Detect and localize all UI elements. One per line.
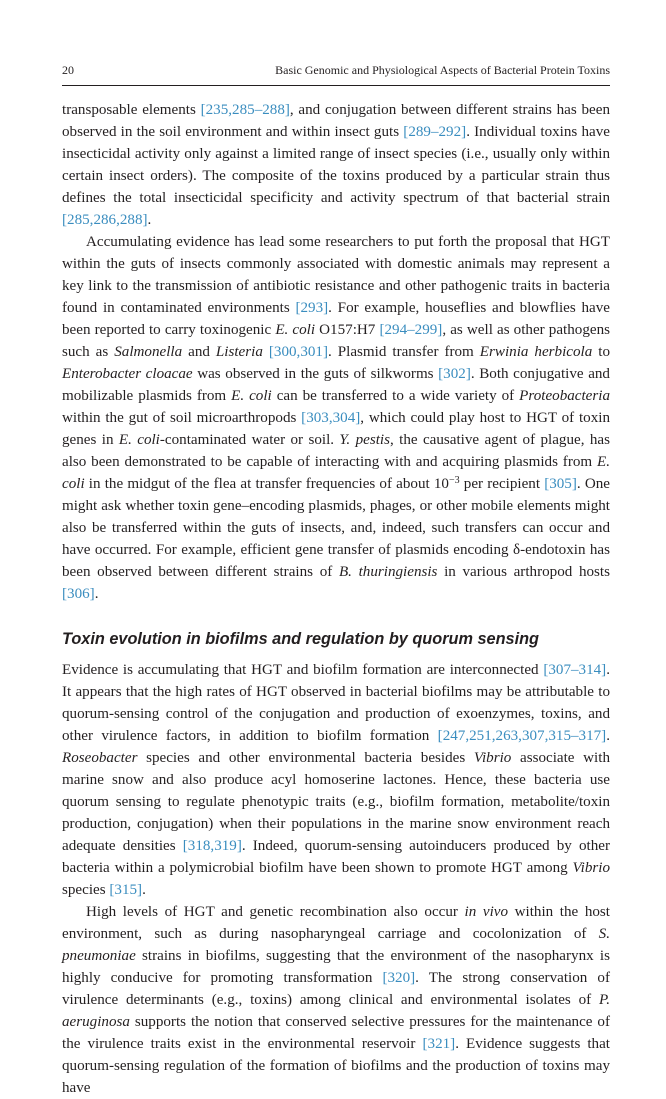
text: High levels of HGT and genetic recombination also occur — [86, 904, 465, 920]
running-title: Basic Genomic and Physiological Aspects of Bacterial Protein Toxins — [275, 63, 610, 77]
running-header — [62, 61, 610, 79]
citation-link[interactable]: [285,286,288] — [62, 212, 148, 228]
italic-term: Erwinia herbicola — [479, 344, 593, 360]
italic-term: Salmonella — [114, 344, 183, 360]
section-heading: Toxin evolution in biofilms and regulation by quorum sensing — [62, 630, 539, 648]
citation-link[interactable]: [305] — [544, 476, 577, 492]
citation-link[interactable]: [315] — [109, 882, 143, 898]
italic-term: Vibrio — [473, 750, 512, 766]
header-rule — [62, 85, 610, 86]
text: . Both conjugative and mobilizable plasmids from — [62, 366, 610, 404]
italic-term: Y. pestis — [339, 432, 390, 448]
paragraph-3 — [62, 659, 610, 901]
text: associate with marine snow and also produce acyl homoserine lactones. Hence, these bacteria use quorum sensing to regulate phenotypic traits (e.g., biofilm formation, metabolite/toxin production, conjugation) when their populations in the marine snow environment reach adequate densities — [62, 750, 610, 854]
text: supports the notion that conserved selective pressures for the maintenance of the virulence traits exist in the environmental reservoir — [62, 1014, 610, 1052]
text: , as well as other pathogens such as — [62, 322, 610, 360]
text: . One might ask whether toxin gene–encoding plasmids, phages, or other mobile elements might also be transferred within the guts of insects, and, indeed, such transfers can occur and have occurred. For example, efficient gene transfer of plasmids encoding δ-endotoxin has been observed between different strains of — [62, 476, 610, 580]
text: Accumulating evidence has lead some researchers to put forth the proposal that HGT within the guts of insects commonly associated with domestic animals may represent a key link to the transmission of antibiotic resistance and other pathogenic traits in bacteria found in contaminated environments — [62, 234, 610, 316]
body-text — [62, 99, 610, 1099]
italic-term: Vibrio — [572, 860, 610, 876]
text: species — [62, 882, 110, 898]
citation-link[interactable]: [320] — [382, 970, 416, 986]
text: , the causative agent of plague, has also been demonstrated to be capable of interacting with and acquiring plasmids from — [62, 432, 610, 470]
text: within the gut of soil microarthropods — [62, 410, 302, 426]
text: O157:H7 — [315, 322, 380, 338]
text: and — [182, 344, 216, 360]
text: was observed in the guts of silkworms — [192, 366, 439, 382]
italic-term: Proteobacteria — [519, 388, 610, 404]
citation-link[interactable]: [247,251,263,307,315–317] — [437, 728, 607, 744]
citation-link[interactable]: [321] — [422, 1036, 456, 1052]
text: per recipient — [459, 476, 545, 492]
text: to — [592, 344, 611, 360]
text: . Individual toxins have insecticidal activity only against a limited range of insect species (i.e., usually only within certain insect orders). The composite of the toxins produced by a particular strain thus defines the total insecticidal specificity and activity spectrum of that bacterial strain — [62, 124, 610, 206]
text: . For example, houseflies and blowflies have been reported to carry toxinogenic — [62, 300, 610, 338]
text: can be transferred to a wide variety of — [271, 388, 520, 404]
italic-term: in vivo — [464, 904, 509, 920]
citation-link[interactable]: [306] — [62, 586, 95, 602]
page-number: 20 — [62, 63, 74, 77]
text: . Evidence suggests that quorum-sensing regulation of the formation of biofilms and the production of toxins may have — [62, 1036, 610, 1096]
text: Evidence is accumulating that HGT and biofilm formation are interconnected — [62, 662, 544, 678]
text: . — [147, 212, 152, 228]
citation-link[interactable]: [318,319] — [182, 838, 242, 854]
text: . — [606, 728, 610, 744]
italic-term: Enterobacter cloacae — [62, 366, 193, 382]
text: in the midgut of the flea at transfer frequencies of about 10 — [84, 476, 449, 492]
citation-link[interactable]: [289–292] — [403, 124, 467, 140]
text: within the host environment, such as during nasopharyngeal carriage and cocolonization of — [62, 904, 610, 942]
italic-term: Roseobacter — [62, 750, 138, 766]
text: species and other environmental bacteria besides — [137, 750, 474, 766]
text: . Plasmid transfer from — [328, 344, 480, 360]
italic-term: Listeria — [215, 344, 263, 360]
text: in various arthropod hosts — [437, 564, 610, 580]
text: , which could play host to HGT of toxin genes in — [62, 410, 610, 448]
italic-term: P. aeruginosa — [62, 992, 610, 1030]
text: . Indeed, quorum-sensing autoinducers produced by other bacteria within a polymicrobial biofilm have been shown to promote HGT among — [62, 838, 610, 876]
text: . The strong conservation of virulence determinants (e.g., toxins) among clinical and environmental isolates of — [62, 970, 610, 1008]
paragraph-2 — [62, 231, 610, 605]
italic-term: B. thuringiensis — [338, 564, 438, 580]
citation-link[interactable]: [307–314] — [543, 662, 607, 678]
italic-term: E. coli — [231, 388, 272, 404]
superscript: −3 — [448, 475, 460, 486]
text: . It appears that the high rates of HGT observed in bacterial biofilms may be attributable to quorum-sensing control of the conjugation and production of exoenzymes, toxins, and other virulence factors, in addition to biofilm formation — [62, 662, 610, 744]
italic-term: S. pneumoniae — [62, 926, 610, 964]
text: . — [142, 882, 146, 898]
italic-term: E. coli — [118, 432, 160, 448]
citation-link[interactable]: [300,301] — [268, 344, 328, 360]
text: . — [94, 586, 99, 602]
text: -contaminated water or soil. — [159, 432, 340, 448]
citation-link[interactable]: [302] — [438, 366, 471, 382]
citation-link[interactable]: [235,285–288] — [200, 102, 290, 118]
citation-link[interactable]: [303,304] — [301, 410, 361, 426]
italic-term: E. coli — [62, 454, 610, 492]
italic-term: E. coli — [275, 322, 316, 338]
citation-link[interactable]: [293] — [295, 300, 329, 316]
paragraph-4 — [62, 901, 610, 1099]
citation-link[interactable]: [294–299] — [379, 322, 443, 338]
text: transposable elements — [62, 102, 201, 118]
text: , and conjugation between different strains has been observed in the soil environment and within insect guts — [62, 102, 611, 140]
text: strains in biofilms, suggesting that the environment of the nasopharynx is highly conducive for promoting transformation — [62, 948, 610, 986]
paragraph-1 — [62, 99, 610, 231]
